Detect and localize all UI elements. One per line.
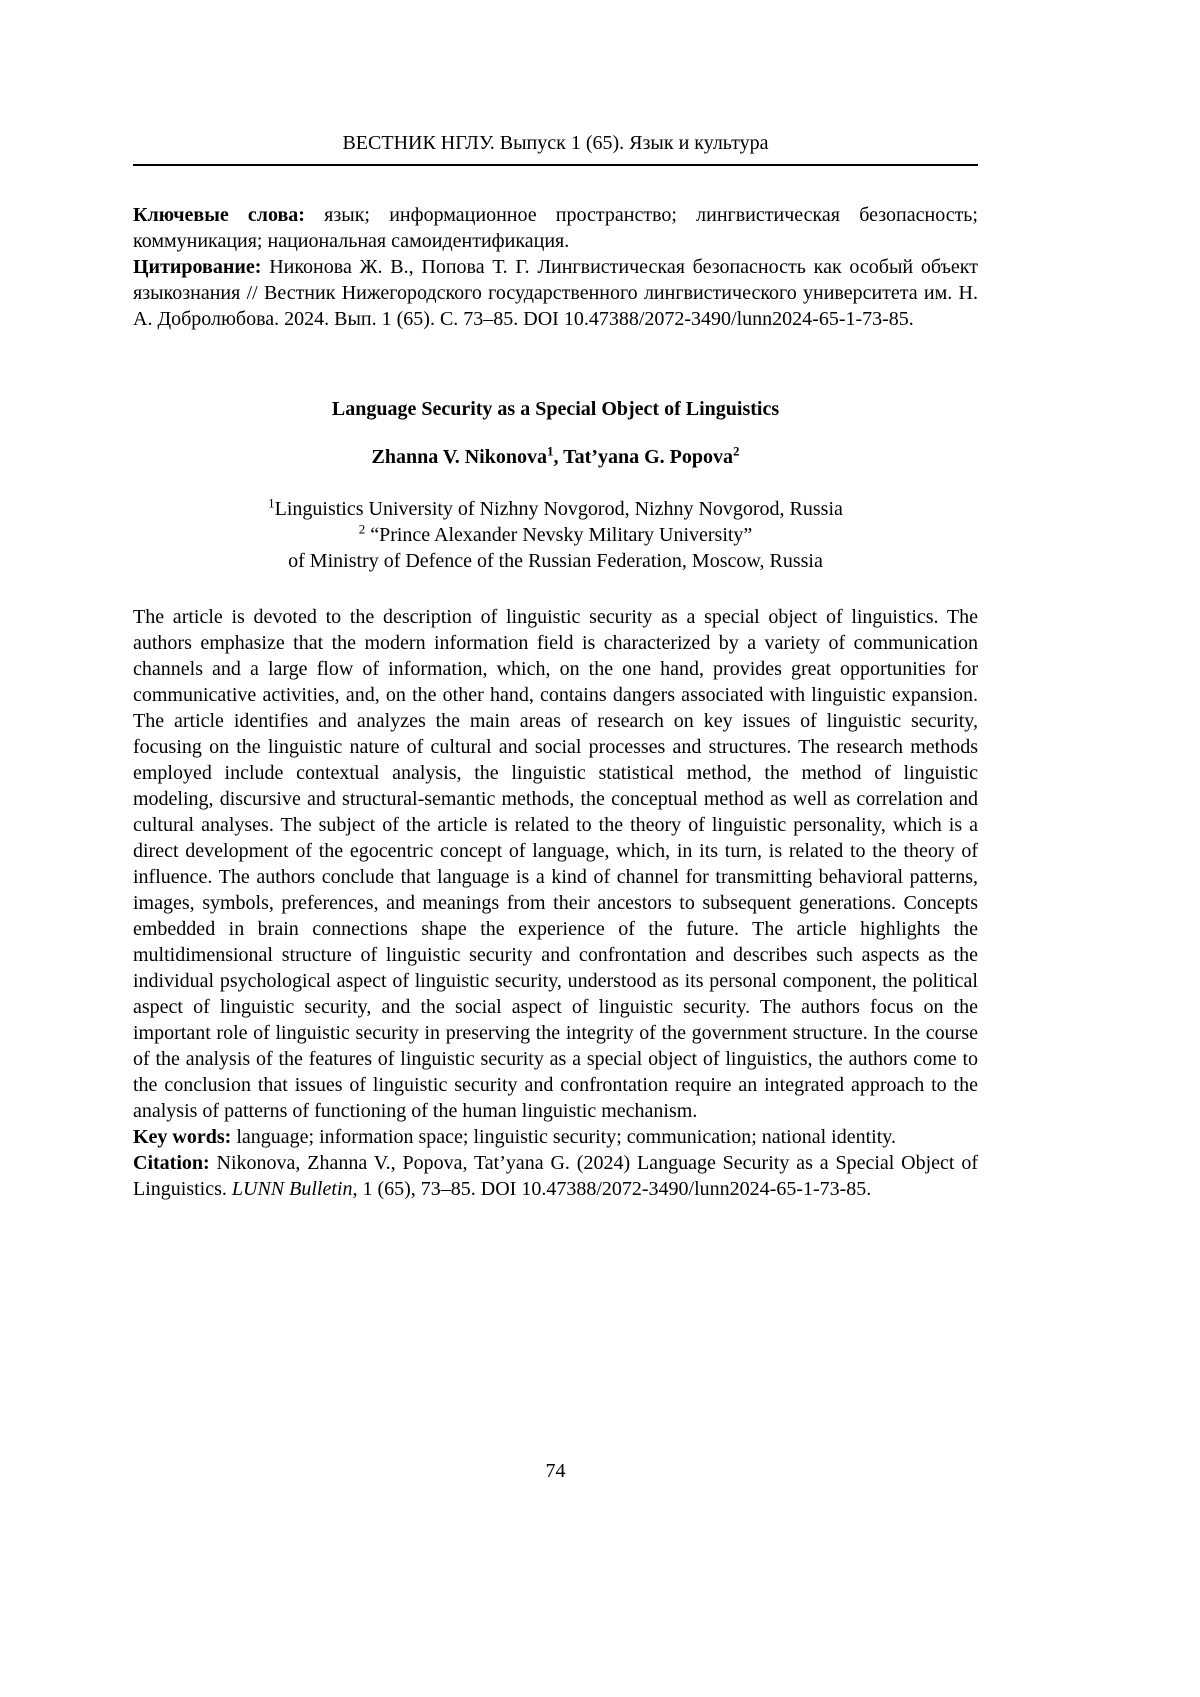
citation-en-journal-title: LUNN Bulletin: [231, 1178, 353, 1200]
header-rule: [133, 164, 978, 166]
affiliation-1: [133, 496, 978, 522]
keywords-en-label: Key words:: [133, 1126, 232, 1148]
citation-en-part1: Nikonova, Zhanna V., Popova, Tat’yana G. (2024) Language Security as a Special Object of Linguistics.: [133, 1152, 978, 1200]
author-1-name: Zhanna V. Nikonova: [371, 446, 547, 468]
affiliation-1-text: Linguistics University of Nizhny Novgorod, Nizhny Novgorod, Russia: [274, 498, 843, 520]
citation-ru: [133, 254, 978, 332]
keywords-en: [133, 1124, 978, 1150]
affiliation-1-marker: 1: [268, 495, 275, 511]
running-head: ВЕСТНИК НГЛУ. Выпуск 1 (65). Язык и культура: [342, 132, 769, 154]
page-number: 74: [545, 1460, 566, 1482]
affiliation-2: [133, 522, 978, 548]
authors-line: [133, 444, 978, 470]
page-header: [133, 0, 978, 166]
affiliation-3-text: of Ministry of Defence of the Russian Federation, Moscow, Russia: [288, 550, 823, 572]
keywords-en-text: language; information space; linguistic security; communication; national identity.: [231, 1126, 896, 1148]
russian-metadata-block: [133, 202, 978, 332]
citation-ru-label: Цитирование:: [133, 256, 262, 278]
citation-ru-text: Никонова Ж. В., Попова Т. Г. Лингвистическая безопасность как особый объект языкознания // Вестник Нижегородского государственного лингвистического университета им. Н. А. Добролюбова. 2024. Вып. 1 (65). С. 73–85. DOI 10.47388/2072-3490/lunn2024-65-1-73-85.: [133, 256, 978, 330]
keywords-ru-text: язык; информационное пространство; лингвистическая безопасность; коммуникация; национальная самоидентификация.: [133, 204, 978, 252]
affiliation-2-text: “Prince Alexander Nevsky Military University”: [365, 524, 753, 546]
page-content: [133, 0, 978, 1202]
citation-en-part2: , 1 (65), 73–85. DOI 10.47388/2072-3490/lunn2024-65-1-73-85.: [352, 1178, 872, 1200]
author-2-affiliation-marker: 2: [732, 443, 740, 459]
affiliation-2-marker: 2: [358, 521, 366, 537]
abstract-text: The article is devoted to the description of linguistic security as a special object of linguistics. The authors emphasize that the modern information field is characterized by a variety of communication channels and a large flow of information, which, on the one hand, provides great opportunities for communicative activities, and, on the other hand, contains dangers associated with linguistic expansion. The article identifies and analyzes the main areas of research on key issues of linguistic security, focusing on the linguistic nature of cultural and social processes and structures. The research methods employed include contextual analysis, the linguistic statistical method, the method of linguistic modeling, discursive and structural-semantic methods, the conceptual method as well as correlation and cultural analyses. The subject of the article is related to the theory of linguistic personality, which is a direct development of the egocentric concept of language, which, in its turn, is related to the theory of influence. The authors conclude that language is a kind of channel for transmitting behavioral patterns, images, symbols, preferences, and meanings from their ancestors to subsequent generations. Concepts embedded in brain connections shape the experience of the future. The article highlights the multidimensional structure of linguistic security and confrontation and describes such aspects as the individual psychological aspect of linguistic security, understood as its personal component, the political aspect of linguistic security, and the social aspect of linguistic security. The authors focus on the important role of linguistic security in preserving the integrity of the government structure. In the course of the analysis of the features of linguistic security as a special object of linguistics, the authors come to the conclusion that issues of linguistic security and confrontation require an integrated approach to the analysis of patterns of functioning of the human linguistic mechanism.: [133, 606, 978, 1122]
affiliations: [133, 496, 978, 574]
citation-en: [133, 1150, 978, 1202]
abstract-block: [133, 604, 978, 1202]
keywords-ru: [133, 202, 978, 254]
affiliation-3: [133, 548, 978, 574]
article-title: Language Security as a Special Object of Linguistics: [331, 398, 780, 420]
author-1-affiliation-marker: 1: [546, 443, 554, 459]
keywords-ru-label: Ключевые слова:: [133, 204, 305, 226]
author-2-name: Tat’yana G. Popova: [563, 446, 733, 468]
citation-en-label: Citation:: [133, 1152, 210, 1174]
authors-separator: ,: [553, 446, 564, 468]
